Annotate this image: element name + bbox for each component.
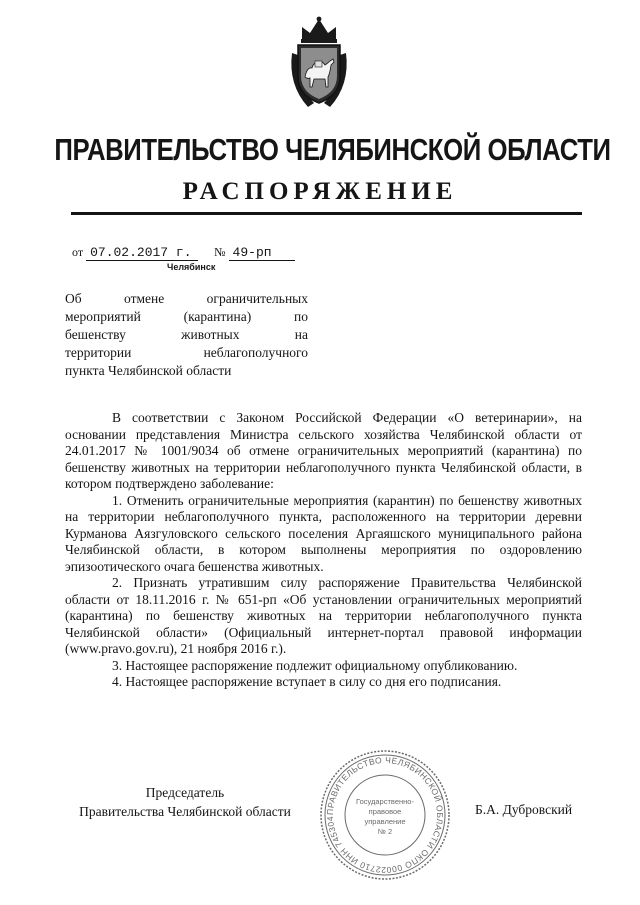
stamp-center-text: Государственно-	[356, 797, 414, 806]
subject-line: Об отмене ограничительных	[65, 291, 308, 306]
body-paragraph: В соответствии с Законом Российской Федерации «О ветеринарии», на основании представления Министра сельского хозяйства Челябинской области от 24.01.2017 № 1001/9034 об отмене ограничительных мероприятий (карантина) по бешенству животных на территории неблагополучного пункта Челябинской области, в котором подтверждено заболевание:	[65, 410, 582, 491]
subject-line: пункта Челябинской области	[65, 363, 232, 378]
government-title: ПРАВИТЕЛЬСТВО ЧЕЛЯБИНСКОЙ ОБЛАСТИ	[54, 132, 611, 167]
document-subject	[65, 290, 308, 380]
document-type: РАСПОРЯЖЕНИЕ	[182, 178, 458, 205]
subject-line: территории неблагополучного	[65, 345, 308, 360]
signer-name: Б.А. Дубровский	[475, 802, 573, 817]
city-label: Челябинск	[167, 262, 216, 272]
header-divider	[71, 212, 582, 215]
date-prefix: от	[72, 245, 84, 259]
signer-title	[65, 783, 305, 821]
signer-title-line: Председатель	[145, 785, 225, 800]
official-stamp	[318, 748, 452, 882]
document-meta	[72, 245, 295, 261]
number-prefix: №	[214, 245, 226, 259]
stamp-ring-text: ПРАВИТЕЛЬСТВО ЧЕЛЯБИНСКОЙ ОБЛАСТИ ОКПО 00022710 ИНН 745304	[324, 754, 446, 876]
document-body	[65, 410, 582, 691]
coat-of-arms-emblem	[288, 15, 350, 113]
subject-line: мероприятий (карантина) по	[65, 309, 308, 324]
stamp-center-text: правовое	[368, 807, 402, 816]
body-paragraph: 1. Отменить ограничительные мероприятия (карантин) по бешенству животных на территории неблагополучного пункта, расположенного на территории деревни Курманова Аязгуловского сельского поселения Аргаяшского муниципального района Челябинской области, в котором выполнены мероприятия по оздоровлению эпизоотического очага бешенства животных.	[65, 492, 582, 574]
stamp-center-text: управление	[364, 817, 406, 826]
stamp-center-text: № 2	[377, 827, 393, 836]
body-paragraph: 2. Признать утратившим силу распоряжение Правительства Челябинской области от 18.11.2016 г. № 651-рп «Об установлении ограничительных мероприятий (карантина) по бешенству животных на территории неблагополучного пункта Челябинской области» (Официальный интернет-портал правовой информации (www.pravo.gov.ru), 21 ноября 2016 г.).	[65, 575, 582, 656]
signer-title-line: Правительства Челябинской области	[79, 804, 291, 819]
document-date: 07.02.2017 г.	[86, 245, 198, 261]
body-paragraph: 3. Настоящее распоряжение подлежит официальному опубликованию.	[112, 657, 518, 673]
document-number: 49-рп	[229, 245, 295, 261]
body-paragraph: 4. Настоящее распоряжение вступает в силу со дня его подписания.	[112, 674, 502, 689]
subject-line: бешенству животных на	[65, 327, 308, 342]
